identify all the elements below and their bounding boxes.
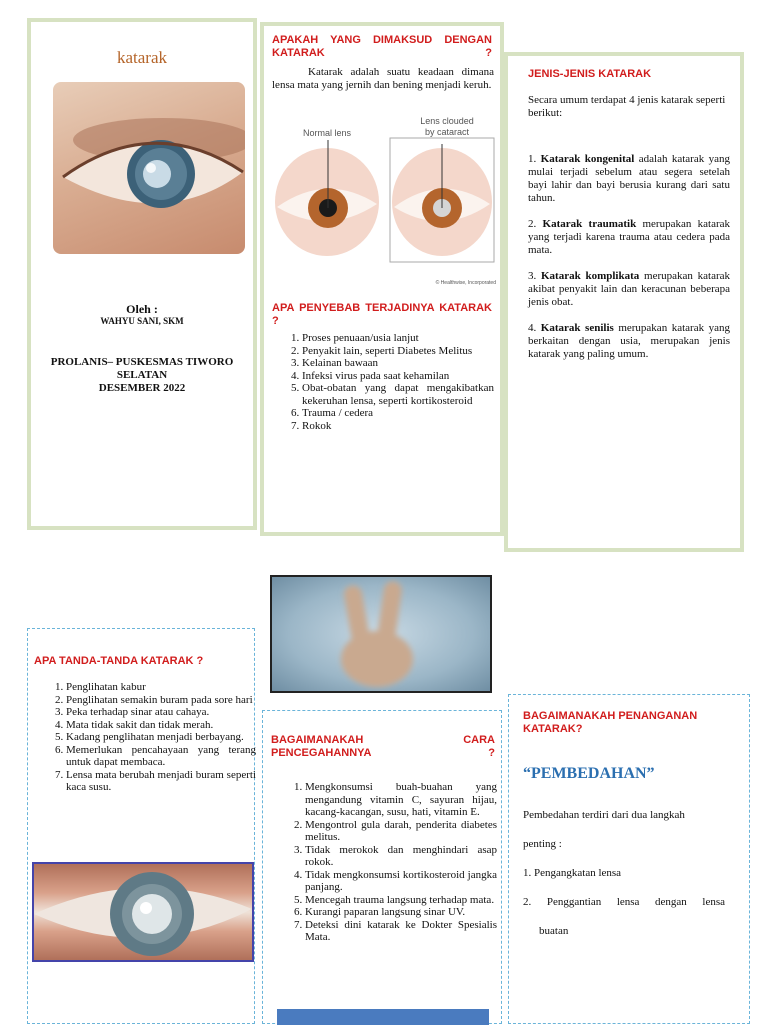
prevention-list (273, 781, 497, 944)
prevention-item: 7. Deteksi dini katarak ke Dokter Spesialis Mata. (305, 919, 497, 944)
treatment-line2: penting : (523, 838, 562, 850)
signs-heading: APA TANDA-TANDA KATARAK ? (34, 655, 204, 667)
signs-item: 7. Lensa mata berubah menjadi buram seperti kaca susu. (66, 769, 256, 794)
type-item-4: 4. Katarak senilis merupakan katarak yang berkaitan dengan usia, merupakan jenis katarak yang paling umum. (528, 322, 731, 360)
prevention-item: 4. Tidak mengkonsumsi kortikosteroid jangka panjang. (305, 869, 497, 894)
lens-diagram (272, 112, 498, 290)
treatment-line1: Pembedahan terdiri dari dua langkah (523, 809, 685, 821)
prevention-panel (262, 710, 502, 1024)
cover-by-label: Oleh : (126, 302, 158, 316)
signs-panel (27, 628, 255, 1024)
blurred-hand-photo (270, 575, 492, 693)
types-heading: JENIS-JENIS KATARAK (528, 68, 652, 80)
causes-item: 3. Kelainan bawaan (302, 357, 494, 370)
cover-org-line1: PROLANIS– PUSKESMAS TIWORO (50, 356, 234, 368)
cover-panel (27, 18, 257, 530)
types-intro: Secara umum terdapat 4 jenis katarak seperti berikut: (528, 94, 726, 119)
blue-block (277, 1009, 489, 1025)
treatment-heading: BAGAIMANAKAH PENANGANAN KATARAK? (523, 710, 698, 735)
prevention-item: 3. Tidak merokok dan menghindari asap rokok. (305, 844, 497, 869)
causes-item: 2. Penyakit lain, seperti Diabetes Melitus (302, 345, 494, 358)
definition-text-content: Katarak adalah suatu keadaan dimana lensa mata yang jernih dan bening menjadi keruh. (272, 66, 494, 91)
causes-item: 6. Trauma / cedera (302, 407, 494, 420)
treatment-step2b: buatan (539, 925, 569, 937)
cataract-eye-photo (32, 862, 254, 962)
signs-item: 5. Kadang penglihatan menjadi berbayang. (66, 731, 256, 744)
causes-item: 1. Proses penuaan/usia lanjut (302, 332, 494, 345)
signs-item: 4. Mata tidak sakit dan tidak merah. (66, 719, 256, 732)
types-panel (504, 52, 744, 552)
prevention-item: 6. Kurangi paparan langsung sinar UV. (305, 906, 497, 919)
signs-item: 6. Memerlukan pencahayaan yang terang untuk dapat membaca. (66, 744, 256, 769)
treatment-panel (508, 694, 750, 1024)
cover-author: WAHYU SANI, SKM (100, 316, 184, 326)
types-list (528, 153, 730, 361)
label-clouded-1: Lens clouded (420, 116, 474, 126)
signs-item: 2. Penglihatan semakin buram pada sore hari (66, 694, 256, 707)
diagram-credit: © Healthwise, Incorporated (435, 280, 496, 286)
prevention-item: 2. Mengontrol gula darah, penderita diabetes melitus. (305, 819, 497, 844)
causes-item: 7. Rokok (302, 420, 494, 433)
causes-list (270, 332, 494, 432)
prevention-item: 5. Mencegah trauma langsung terhadap mata. (305, 894, 497, 907)
signs-list (34, 681, 256, 794)
cover-eye-photo (53, 82, 245, 254)
causes-item: 4. Infeksi virus pada saat kehamilan (302, 370, 494, 383)
label-clouded-2: by cataract (424, 127, 470, 137)
definition-text (272, 66, 494, 92)
type-item-1: 1. Katarak kongenital adalah katarak yang mulai terjadi sebelum atau segera setelah bayi lahir dan bayi berusia kurang dari satu tahun. (528, 153, 731, 204)
type-item-3: 3. Katarak komplikata merupakan katarak akibat penyakit lain dan keracunan beberapa jenis obat. (528, 270, 730, 308)
signs-item: 3. Peka terhadap sinar atau cahaya. (66, 706, 256, 719)
signs-item: 1. Penglihatan kabur (66, 681, 256, 694)
causes-item: 5. Obat-obatan yang dapat mengakibatkan kekeruhan lensa, seperti kortikosteroid (302, 382, 494, 407)
causes-heading: APA PENYEBAB TERJADINYA KATARAK ? (272, 302, 492, 327)
cover-title: katarak (116, 48, 168, 67)
prevention-heading: BAGAIMANAKAH CARA PENCEGAHANNYA ? (271, 734, 495, 759)
label-normal-lens: Normal lens (302, 128, 351, 138)
treatment-title: “PEMBEDAHAN” (523, 765, 655, 782)
prevention-item: 1. Mengkonsumsi buah-buahan yang mengandung vitamin C, sayuran hijau, kacang-kacangan, susu, hati, vitamin E. (305, 781, 497, 819)
treatment-step2: 2. Penggantian lensa dengan lensa (523, 896, 725, 908)
type-item-2: 2. Katarak traumatik merupakan katarak yang terjadi karena trauma atau cedera pada mata. (528, 218, 730, 256)
cover-date: DESEMBER 2022 (98, 382, 186, 394)
cover-org-line2: SELATAN (116, 369, 168, 381)
definition-heading: APAKAH YANG DIMAKSUD DENGAN KATARAK ? (272, 34, 492, 59)
treatment-step1: 1. Pengangkatan lensa (523, 867, 622, 879)
definition-panel (260, 22, 504, 536)
